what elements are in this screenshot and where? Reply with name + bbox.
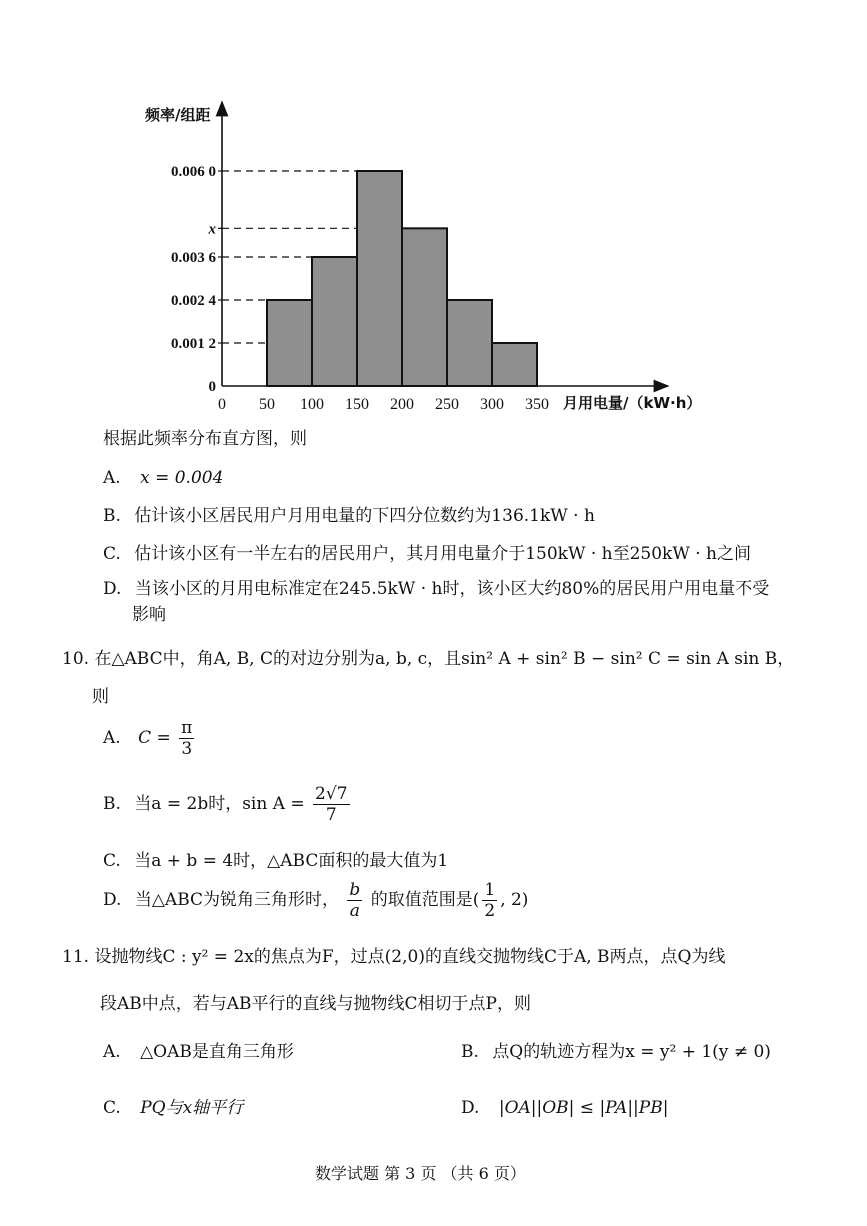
histogram-bar	[312, 257, 357, 386]
x-tick-label: 50	[259, 396, 275, 413]
denominator: 2	[484, 901, 496, 921]
histogram-intro: 根据此频率分布直方图，则	[103, 429, 307, 449]
x-tick-label: 300	[480, 396, 504, 413]
q10-option-b	[103, 784, 353, 825]
x-tick-label: 250	[435, 396, 459, 413]
denominator: 7	[325, 805, 337, 825]
q11-option-d	[461, 1097, 668, 1119]
page-footer: 数学试题 第 3 页 （共 6 页）	[315, 1164, 526, 1183]
option-label: A.	[103, 468, 121, 488]
q11-option-b	[461, 1041, 771, 1063]
option-text: 估计该小区居民用户月用电量的下四分位数约为136.1kW · h	[134, 506, 595, 526]
option-label: A.	[103, 728, 121, 748]
numerator: 2√7	[315, 784, 348, 804]
x-tick-label: 150	[345, 396, 369, 413]
histogram-bar	[447, 300, 492, 386]
option-label: D.	[103, 579, 122, 599]
numerator: 1	[484, 880, 496, 900]
option-text-post: , 2)	[500, 890, 529, 910]
option-text: 估计该小区有一半左右的居民用户，其月用电量介于150kW · h至250kW · h之间	[134, 544, 751, 564]
option-text: △OAB是直角三角形	[140, 1042, 294, 1062]
x-tick-label: 350	[525, 396, 549, 413]
option-text-mid: 的取值范围是(	[370, 890, 480, 910]
q10-option-c	[103, 850, 448, 872]
y-tick-label: 0.006 0	[171, 164, 216, 180]
option-text: 当△ABC为锐角三角形时，	[134, 890, 340, 910]
option-label: C.	[103, 851, 121, 871]
q11-option-c	[103, 1097, 243, 1119]
histogram-bar	[267, 300, 312, 386]
fraction	[179, 718, 194, 759]
numerator: b	[349, 880, 361, 900]
option-label: D.	[103, 890, 122, 910]
fraction	[482, 880, 497, 921]
q10-option-d	[103, 880, 528, 921]
q11-option-a	[103, 1041, 294, 1063]
option-text: 当a + b = 4时，△ABC面积的最大值为1	[134, 851, 449, 871]
option-label: B.	[103, 794, 121, 814]
y-tick-label: 0	[208, 379, 216, 395]
q11-stem-cont: 段AB中点，若与AB平行的直线与抛物线C相切于点P，则	[100, 994, 531, 1014]
option-label: D.	[461, 1098, 480, 1118]
histogram-bar	[492, 343, 537, 386]
option-text: |OA||OB| ≤ |PA||PB|	[498, 1098, 669, 1118]
option-label: C.	[103, 1098, 121, 1118]
option-text: x = 0.004	[140, 468, 224, 488]
q10-option-a	[103, 718, 197, 759]
x-tick-label: 0	[218, 396, 226, 413]
option-text: 当该小区的月用电标准定在245.5kW · h时，该小区大约80%的居民用户用电量不受	[134, 579, 770, 599]
option-text: PQ与x轴平行	[140, 1098, 244, 1118]
option-label: B.	[103, 506, 121, 526]
x-tick-label: 200	[390, 396, 414, 413]
option-label: B.	[461, 1042, 479, 1062]
x-tick-label: 100	[300, 396, 324, 413]
option-label: A.	[103, 1042, 121, 1062]
numerator: π	[181, 718, 193, 738]
fraction	[347, 880, 362, 921]
option-text: C =	[138, 728, 171, 748]
option-text: 当a = 2b时，sin A =	[134, 794, 305, 814]
q11-stem: 11. 设抛物线C : y² = 2x的焦点为F，过点(2,0)的直线交抛物线C于A, B两点，点Q为线	[62, 947, 726, 967]
option-label: C.	[103, 544, 121, 564]
x-axis-label: 月用电量/（kW·h）	[563, 394, 702, 412]
q9-option-a	[103, 467, 223, 489]
y-axis-label: 频率/组距	[145, 106, 211, 124]
q10-stem: 10. 在△ABC中，角A, B, C的对边分别为a, b, c，且sin² A + sin² B − sin² C = sin A sin B，	[62, 649, 795, 669]
histogram-bar	[357, 171, 402, 386]
denominator: 3	[181, 739, 193, 759]
q9-option-d	[103, 578, 769, 600]
q9-option-d-cont: 影响	[132, 605, 166, 625]
option-text: 点Q的轨迹方程为x = y² + 1(y ≠ 0)	[492, 1042, 771, 1062]
y-tick-label: 0.003 6	[171, 250, 216, 266]
histogram-bar	[402, 228, 447, 386]
q9-option-b	[103, 505, 595, 527]
denominator: a	[349, 901, 360, 921]
q9-option-c	[103, 543, 751, 565]
fraction	[313, 784, 349, 825]
y-tick-label: 0.001 2	[171, 336, 216, 352]
y-tick-label: 0.002 4	[171, 293, 216, 309]
q10-stem-cont: 则	[92, 687, 109, 707]
frequency-histogram	[0, 0, 867, 420]
y-tick-label: x	[208, 221, 216, 238]
